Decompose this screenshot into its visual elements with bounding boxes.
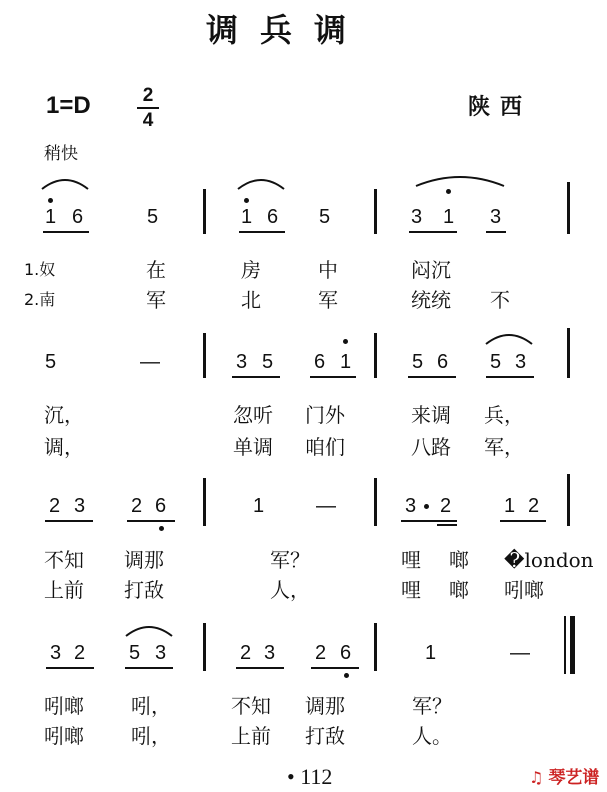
lyric-verse-2: 人，	[270, 578, 310, 602]
slur	[236, 177, 286, 191]
lyric-verse-2: 打敌	[124, 578, 164, 602]
song-title: 调兵调	[206, 11, 369, 49]
barline	[203, 478, 206, 526]
underline	[45, 520, 93, 522]
barline	[374, 189, 377, 234]
note: 5	[129, 642, 141, 664]
note: —	[316, 495, 336, 517]
lyric-verse-2: 统统	[411, 288, 451, 312]
lyric-verse-1: �london	[504, 548, 594, 572]
note: 3	[155, 642, 167, 664]
lyric-verse-1: 调那	[124, 548, 164, 572]
lyric-verse-2: 上前	[231, 724, 271, 748]
underline	[486, 231, 506, 233]
note: 2	[131, 495, 143, 517]
music-note-icon: ♫	[529, 768, 544, 787]
underline	[310, 376, 356, 378]
underline	[236, 667, 284, 669]
lyric-verse-1: 房	[241, 258, 261, 282]
lyric-verse-1: 不知	[44, 548, 84, 572]
note: 3	[405, 495, 417, 517]
note: 6	[267, 206, 279, 228]
note: 2	[74, 642, 86, 664]
lyric-verse-2: 吲啷	[504, 578, 544, 602]
note: 2	[440, 495, 452, 517]
note: 5	[412, 351, 424, 373]
underline	[437, 524, 457, 526]
note: 2	[315, 642, 327, 664]
barline	[374, 478, 377, 526]
page-number: • 112	[287, 764, 333, 789]
lyric-verse-1: 中	[318, 258, 338, 282]
underline	[486, 376, 534, 378]
key-signature: 1=D	[46, 92, 91, 119]
note: 6	[155, 495, 167, 517]
lyric-verse-2: 单调	[233, 435, 273, 459]
note: 6	[437, 351, 449, 373]
note: —	[510, 642, 530, 664]
lyric-verse-1: 吲啷	[44, 694, 84, 718]
time-signature-numerator: 2	[142, 85, 154, 106]
lyric-verse-1: 1.奴	[24, 260, 56, 279]
time-signature-denominator: 4	[142, 110, 154, 131]
low-octave-dot	[344, 673, 349, 678]
lyric-verse-2: 军	[318, 288, 338, 312]
barline	[567, 474, 570, 526]
lyric-verse-1: 闷沉	[411, 258, 451, 282]
note: 1	[241, 206, 253, 228]
low-octave-dot	[159, 526, 164, 531]
lyric-verse-2: 军，	[484, 435, 524, 459]
lyric-verse-1: 哩	[401, 548, 421, 572]
tempo-marking: 稍快	[44, 144, 78, 164]
slur	[40, 177, 90, 191]
lyric-verse-2: 上前	[44, 578, 84, 602]
underline	[408, 376, 456, 378]
time-signature-bar	[137, 107, 159, 109]
lyric-verse-2: 北	[241, 288, 261, 312]
note: 3	[264, 642, 276, 664]
high-octave-dot	[446, 189, 451, 194]
note: 1	[443, 206, 455, 228]
underline	[46, 667, 94, 669]
note: —	[140, 351, 160, 373]
barline	[374, 623, 377, 671]
lyric-verse-1: 调那	[305, 694, 345, 718]
lyric-verse-1: 啷	[449, 548, 469, 572]
underline	[125, 667, 173, 669]
dotted-note-dot	[424, 504, 429, 509]
high-octave-dot	[48, 198, 53, 203]
lyric-verse-2: 吲，	[131, 724, 171, 748]
lyric-verse-2: 啷	[449, 578, 469, 602]
barline	[567, 182, 570, 234]
lyric-verse-1: 门外	[305, 403, 345, 427]
region-label: 陕西	[468, 94, 533, 120]
final-barline-thick	[570, 616, 575, 674]
lyric-verse-2: 人。	[412, 724, 452, 748]
high-octave-dot	[244, 198, 249, 203]
barline	[203, 623, 206, 671]
underline	[43, 231, 89, 233]
lyric-verse-1: 来调	[411, 403, 451, 427]
note: 3	[50, 642, 62, 664]
note: 3	[515, 351, 527, 373]
note: 3	[74, 495, 86, 517]
note: 2	[528, 495, 540, 517]
underline	[401, 520, 457, 522]
lyric-verse-1: 沉，	[44, 403, 84, 427]
lyric-verse-2: 八路	[411, 435, 451, 459]
note: 6	[340, 642, 352, 664]
lyric-verse-2: 调，	[44, 435, 84, 459]
note: 5	[319, 206, 331, 228]
lyric-verse-1: 军？	[270, 548, 310, 572]
lyric-verse-2: 哩	[401, 578, 421, 602]
lyric-verse-1: 忽听	[233, 403, 273, 427]
note: 1	[340, 351, 352, 373]
lyric-verse-2: 不	[490, 288, 510, 312]
lyric-verse-2: 吲啷	[44, 724, 84, 748]
note: 3	[490, 206, 502, 228]
barline	[567, 328, 570, 378]
high-octave-dot	[343, 339, 348, 344]
lyric-verse-2: 咱们	[305, 435, 345, 459]
note: 1	[253, 495, 265, 517]
note: 5	[490, 351, 502, 373]
underline	[500, 520, 546, 522]
note: 1	[425, 642, 437, 664]
lyric-verse-1: 在	[146, 258, 166, 282]
note: 6	[314, 351, 326, 373]
slur	[124, 624, 174, 638]
lyric-verse-2: 军	[146, 288, 166, 312]
note: 3	[411, 206, 423, 228]
note: 2	[240, 642, 252, 664]
barline	[203, 189, 206, 234]
underline	[127, 520, 175, 522]
underline	[239, 231, 285, 233]
final-barline-thin	[564, 616, 566, 674]
lyric-verse-2: 2.南	[24, 290, 56, 309]
lyric-verse-2: 打敌	[305, 724, 345, 748]
note: 5	[147, 206, 159, 228]
note: 3	[236, 351, 248, 373]
underline	[311, 667, 359, 669]
underline	[409, 231, 457, 233]
barline	[374, 333, 377, 378]
watermark-text: 琴艺谱	[548, 768, 600, 788]
note: 6	[72, 206, 84, 228]
note: 1	[504, 495, 516, 517]
lyric-verse-1: 吲，	[131, 694, 171, 718]
slur	[414, 174, 506, 188]
note: 5	[262, 351, 274, 373]
lyric-verse-1: 兵，	[484, 403, 524, 427]
lyric-verse-1: 不知	[231, 694, 271, 718]
note: 1	[45, 206, 57, 228]
slur	[484, 332, 534, 346]
watermark-logo	[529, 770, 599, 787]
note: 2	[49, 495, 61, 517]
note: 5	[45, 351, 57, 373]
underline	[232, 376, 280, 378]
barline	[203, 333, 206, 378]
lyric-verse-1: 军？	[412, 694, 452, 718]
